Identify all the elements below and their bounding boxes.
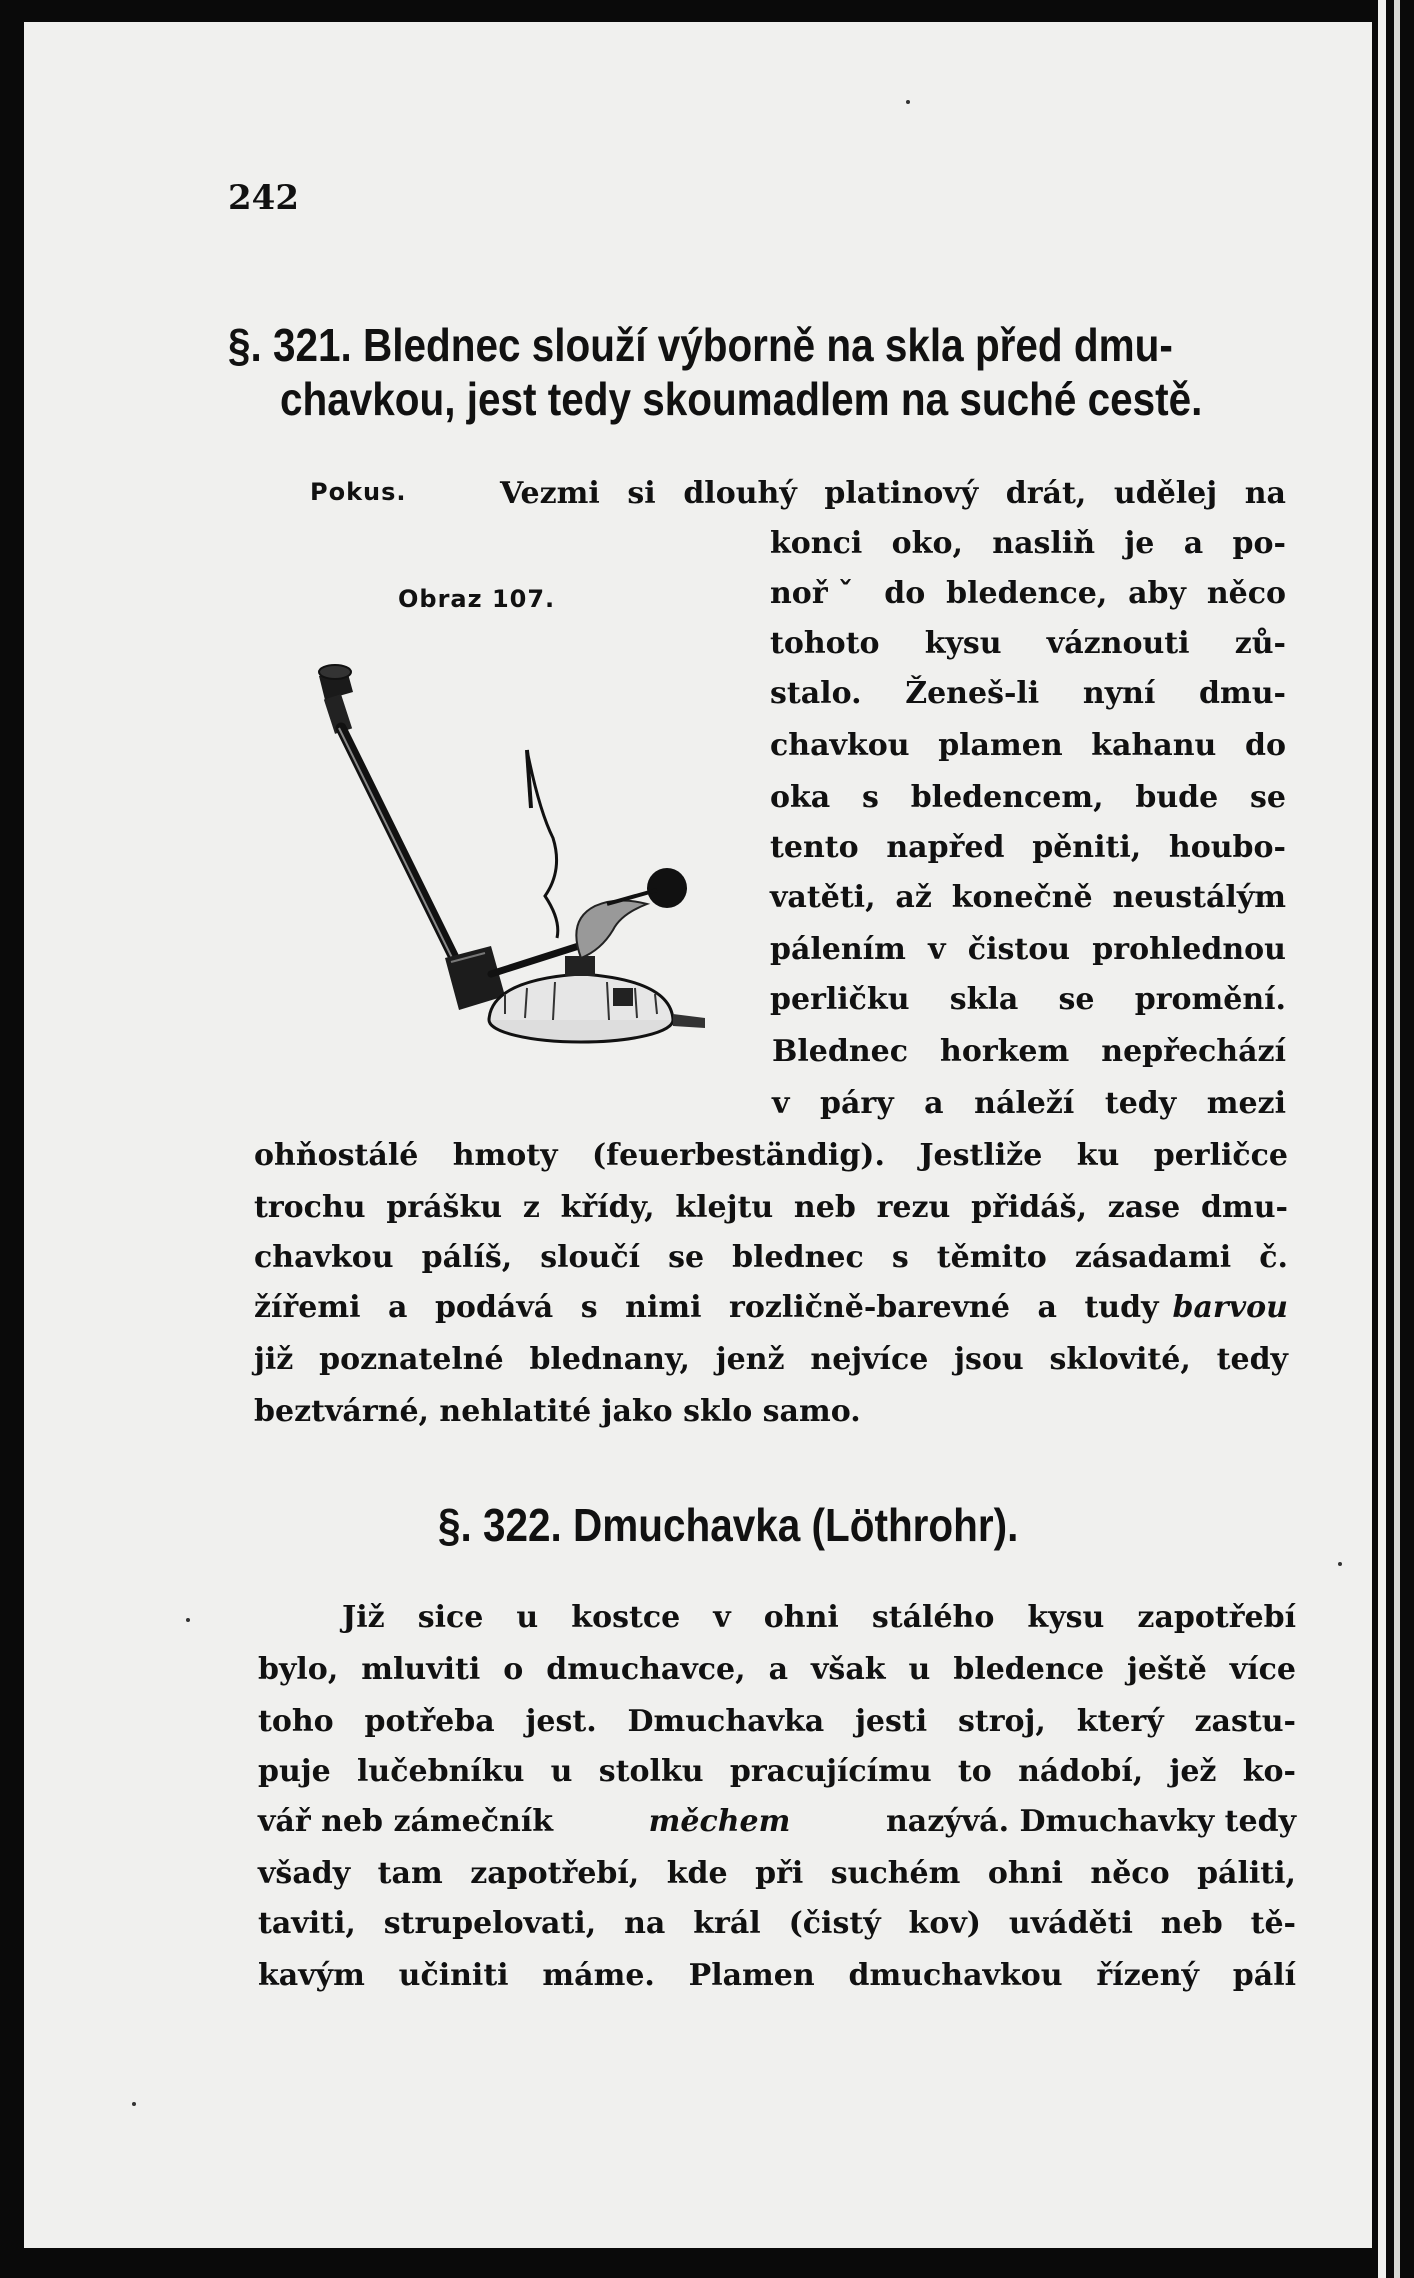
figure-caption: Obraz 107. — [398, 585, 556, 613]
scan-speck — [1338, 1562, 1342, 1566]
s322-line-7: taviti, strupelovati, na král (čistý kov) uváděti neb tě- — [258, 1906, 1296, 1941]
s321-line-14: trochu prášku z křídy, klejtu neb rezu přidáš, zase dmu- — [254, 1190, 1288, 1225]
s321-line-12: v páry a náleží tedy mezi — [772, 1086, 1286, 1121]
s321-line-3: tohoto kysu váznouti zů- — [770, 626, 1286, 661]
s322-line-1: bylo, mluviti o dmuchavce, a však u bledence ještě více — [258, 1652, 1296, 1687]
s321-line-4: stalo. Ženeš-li nyní dmu- — [770, 676, 1286, 711]
s321-line-0: Vezmi si dlouhý platinový drát, udělej na — [500, 476, 1286, 511]
page-number: 242 — [228, 178, 299, 218]
scan-speck — [132, 2102, 136, 2106]
s322-line-5: nazývá. Dmuchavky tedy — [885, 1804, 1296, 1839]
s322-line-4-wrap — [258, 1804, 1296, 1839]
s321-line-16-wrap — [254, 1290, 1288, 1325]
s321-line-1: konci oko, nasliň je a po- — [770, 526, 1286, 561]
s321-line-17: již poznatelné blednany, jenž nejvíce jsou sklovité, tedy — [254, 1342, 1288, 1377]
page-edge-strip-shadow — [1394, 0, 1400, 2278]
s321-line-10: perličku skla se promění. — [770, 982, 1286, 1017]
s321-line-7: tento napřed pěniti, houbo- — [770, 830, 1286, 865]
blowpipe-lamp-icon — [295, 658, 735, 1053]
s321-line-15: chavkou pálíš, sloučí se blednec s těmito zásadami č. — [254, 1240, 1288, 1275]
section-321-heading-line-1: §. 321. Blednec slouží výborně na skla před dmu- — [228, 319, 1173, 371]
s322-italic-mechem: měchem — [648, 1804, 791, 1839]
s321-line-18: beztvárné, nehlatité jako sklo samo. — [254, 1394, 861, 1429]
s321-line-5: chavkou plamen kahanu do — [770, 728, 1286, 763]
s322-line-0: Již sice u kostce v ohni stálého kysu zapotřebí — [342, 1600, 1296, 1635]
s322-line-3: puje lučebníku u stolku pracujícímu to nádobí, jež ko- — [258, 1754, 1296, 1789]
s321-line-6: oka s bledencem, bude se — [770, 780, 1286, 815]
s322-line-6: všady tam zapotřebí, kde při suchém ohni něco páliti, — [258, 1856, 1296, 1891]
pokus-label: Pokus. — [310, 478, 407, 506]
s321-line-11: Blednec horkem nepřechází — [772, 1034, 1286, 1069]
s322-line-2: toho potřeba jest. Dmuchavka jesti stroj, který zastu- — [258, 1704, 1296, 1739]
scan-speck — [906, 100, 910, 104]
s322-line-8: kavým učiniti máme. Plamen dmuchavkou řízený pálí — [258, 1958, 1296, 1993]
page-edge-strip — [1378, 0, 1386, 2278]
s322-line-4: vář neb zámečník — [258, 1804, 554, 1839]
s321-line-16: žířemi a podává s nimi rozličně-barevné a tudy — [254, 1290, 1159, 1325]
section-322-heading: §. 322. Dmuchavka (Löthrohr). — [438, 1499, 1019, 1551]
s321-line-2: nořˇ do bledence, aby něco — [770, 576, 1286, 611]
scan-speck — [186, 1618, 190, 1622]
s321-line-9: pálením v čistou prohlednou — [770, 932, 1286, 967]
section-321-heading-line-2: chavkou, jest tedy skoumadlem na suché cestě. — [280, 373, 1203, 425]
s321-line-8: vatěti, až konečně neustálým — [770, 880, 1286, 915]
s321-line-13: ohňostálé hmoty (feuerbeständig). Jestliže ku perličce — [254, 1138, 1288, 1173]
scan-edge — [1372, 0, 1414, 2278]
s321-italic-barvou: barvou — [1172, 1290, 1288, 1325]
